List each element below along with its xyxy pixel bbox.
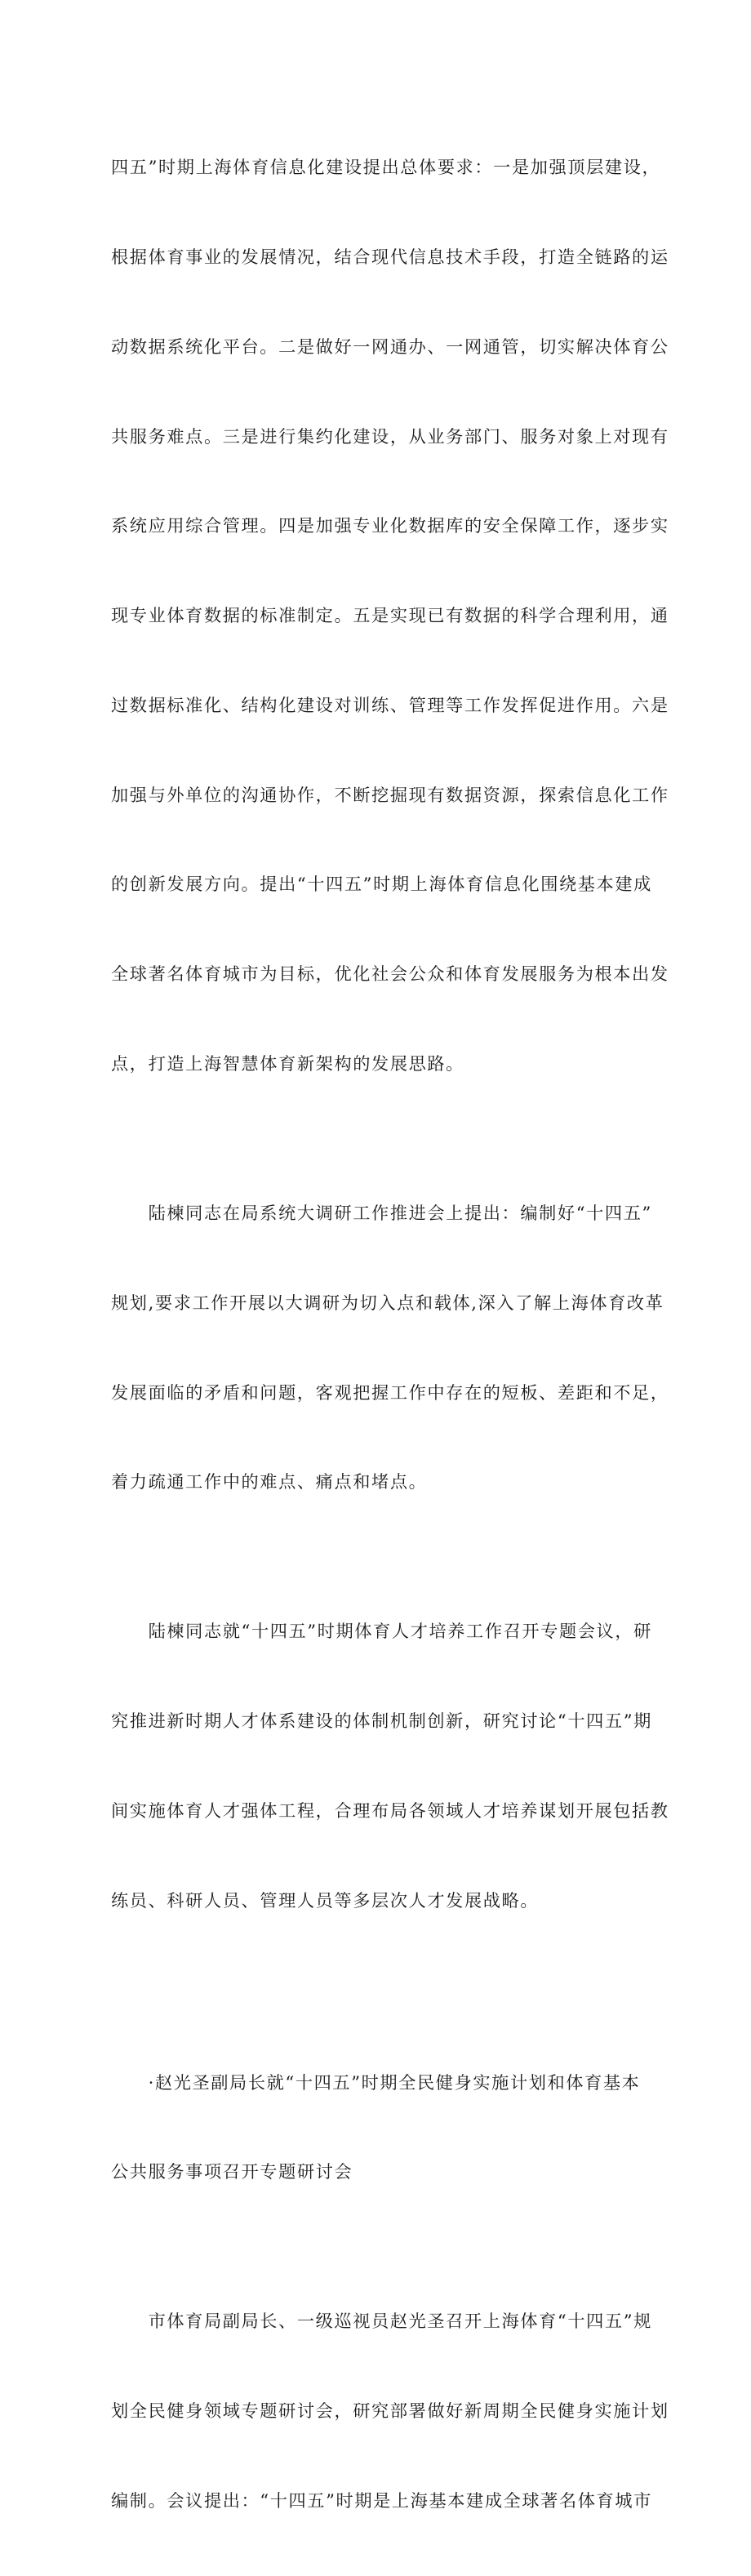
text-line: 间实施体育人才强体工程，合理布局各领域人才培养谋划开展包括教 bbox=[111, 1800, 669, 1821]
text-line: 加强与外单位的沟通协作，不断挖掘现有数据资源，探索信息化工作 bbox=[111, 784, 669, 805]
paragraph-informatization-requirements bbox=[111, 93, 669, 1139]
text-line: 动数据系统化平台。二是做好一网通办、一网通管，切实解决体育公 bbox=[111, 336, 669, 357]
text-line: 划全民健身领域专题研讨会，研究部署做好新周期全民健身实施计划 bbox=[111, 2400, 669, 2422]
section-spacer bbox=[111, 1975, 645, 2008]
text-line: 编制。会议提出：“十四五”时期是上海基本建成全球著名体育城市 bbox=[111, 2489, 652, 2511]
text-line: 四五”时期上海体育信息化建设提出总体要求：一是加强顶层建设， bbox=[111, 157, 661, 178]
document-page bbox=[111, 93, 669, 2576]
text-line: 过数据标准化、结构化建设对训练、管理等工作发挥促进作用。六是 bbox=[111, 694, 669, 715]
text-line: 发展面临的矛盾和问题，客观把握工作中存在的短板、差距和不足， bbox=[111, 1381, 669, 1403]
paragraph-fitness-seminar bbox=[111, 2247, 669, 2576]
heading-line: 公共服务事项召开专题研讨会 bbox=[111, 2161, 353, 2182]
text-line: 市体育局副局长、一级巡视员赵光圣召开上海体育“十四五”规 bbox=[111, 2311, 652, 2332]
paragraph-talent-training bbox=[111, 1557, 669, 1975]
text-line: 根据体育事业的发展情况，结合现代信息技术手段，打造全链路的运 bbox=[111, 246, 669, 267]
text-line: 着力疏通工作中的难点、痛点和堵点。 bbox=[111, 1471, 428, 1493]
text-line: 陆楝同志在局系统大调研工作推进会上提出：编制好“十四五” bbox=[111, 1202, 652, 1223]
text-line: 究推进新时期人才体系建设的体制机制创新，研究讨论“十四五”期 bbox=[111, 1711, 652, 1732]
text-line: 点，打造上海智慧体育新架构的发展思路。 bbox=[111, 1053, 464, 1074]
text-line: 练员、科研人员、管理人员等多层次人才发展战略。 bbox=[111, 1889, 540, 1911]
text-line: 陆楝同志就“十四五”时期体育人才培养工作召开专题会议，研 bbox=[111, 1621, 652, 1642]
text-line: 的创新发展方向。提出“十四五”时期上海体育信息化围绕基本建成 bbox=[111, 874, 652, 895]
section-heading bbox=[111, 2008, 645, 2247]
text-line: 现专业体育数据的标准制定。五是实现已有数据的科学合理利用，通 bbox=[111, 605, 669, 626]
text-line: 全球著名体育城市为目标，优化社会公众和体育发展服务为根本出发 bbox=[111, 963, 669, 985]
text-line: 系统应用综合管理。四是加强专业化数据库的安全保障工作，逐步实 bbox=[111, 515, 669, 536]
heading-line: ·赵光圣副局长就“十四五”时期全民健身实施计划和体育基本 bbox=[111, 2071, 641, 2093]
text-line: 规划,要求工作开展以大调研为切入点和载体,深入了解上海体育改革 bbox=[111, 1292, 664, 1313]
text-line: 共服务难点。三是进行集约化建设，从业务部门、服务对象上对现有 bbox=[111, 425, 669, 447]
paragraph-research-meeting bbox=[111, 1139, 669, 1557]
